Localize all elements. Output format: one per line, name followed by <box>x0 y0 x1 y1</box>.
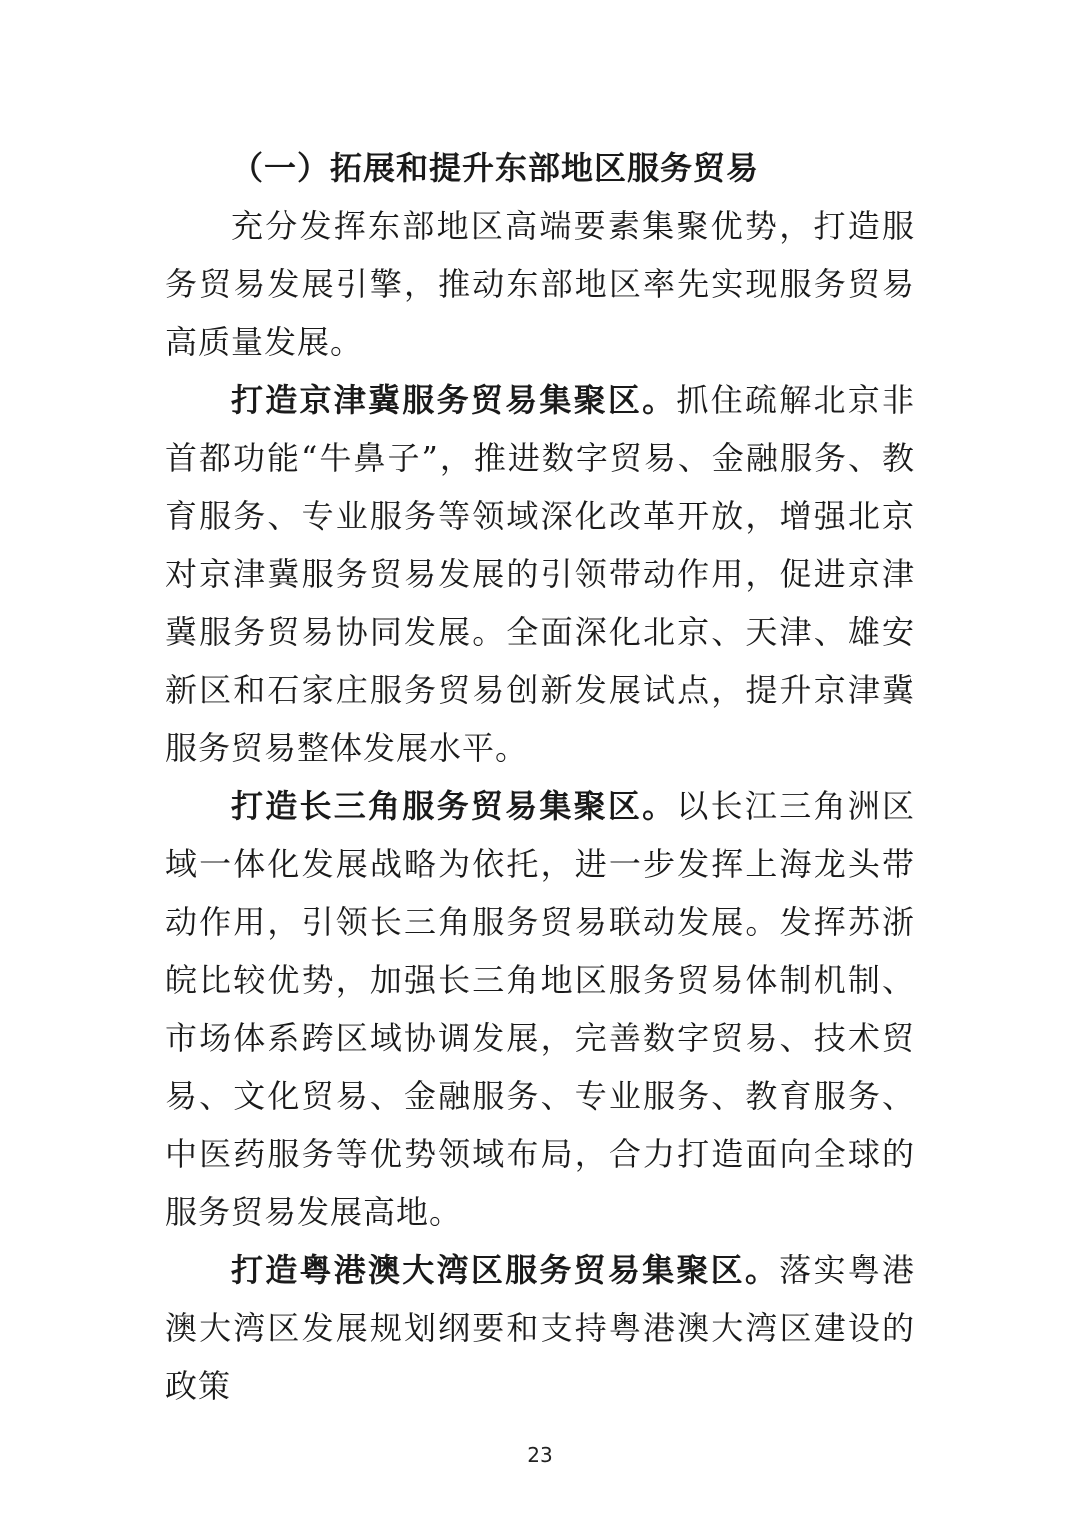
paragraph-lead: 打造粤港澳大湾区服务贸易集聚区。 <box>231 1251 780 1289</box>
paragraph-text: 抓住疏解北京非首都功能“牛鼻子”，推进数字贸易、金融服务、教育服务、专业服务等领域深化改革开放，增强北京对京津冀服务贸易发展的引领带动作用，促进京津冀服务贸易协同发展。全面深化北京、天津、雄安新区和石家庄服务贸易创新发展试点，提升京津冀服务贸易整体发展水平。 <box>165 381 915 767</box>
paragraph-text: 落实粤港澳大湾区发展规划纲要和支持粤港澳大湾区建设的政策 <box>165 1251 915 1405</box>
page-number: 23 <box>527 1443 553 1467</box>
paragraph-lead: 打造长三角服务贸易集聚区。 <box>231 787 677 825</box>
paragraph-jingjinji <box>165 371 915 777</box>
paragraph-greater-bay-area <box>165 1241 915 1415</box>
paragraph-intro <box>165 197 915 371</box>
page-content <box>165 139 915 1415</box>
paragraph-yangtze-delta <box>165 777 915 1241</box>
paragraph-lead: 打造京津冀服务贸易集聚区。 <box>231 381 677 419</box>
section-heading: （一）拓展和提升东部地区服务贸易 <box>231 149 760 187</box>
paragraph-text: 充分发挥东部地区高端要素集聚优势，打造服务贸易发展引擎，推动东部地区率先实现服务贸易高质量发展。 <box>165 207 915 361</box>
paragraph-text: 以长江三角洲区域一体化发展战略为依托，进一步发挥上海龙头带动作用，引领长三角服务贸易联动发展。发挥苏浙皖比较优势，加强长三角地区服务贸易体制机制、市场体系跨区域协调发展，完善数字贸易、技术贸易、文化贸易、金融服务、专业服务、教育服务、中医药服务等优势领域布局，合力打造面向全球的服务贸易发展高地。 <box>165 787 915 1231</box>
